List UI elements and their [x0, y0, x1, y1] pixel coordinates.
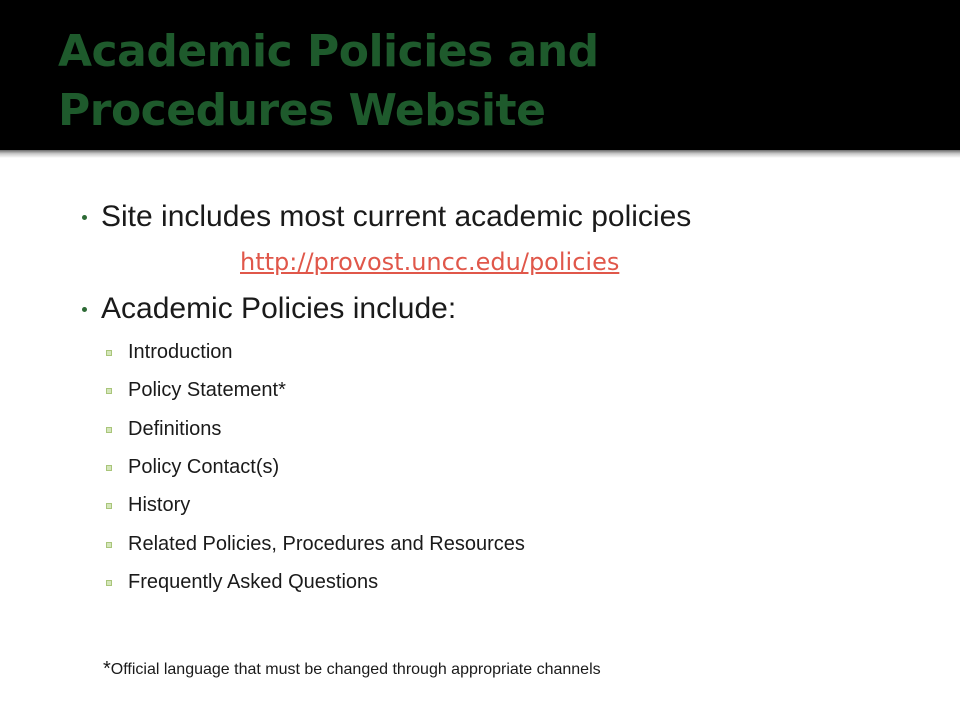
square-bullet-icon — [106, 580, 112, 586]
bullet-item-1 — [82, 200, 691, 234]
sub-item-text: Definitions — [128, 418, 222, 440]
square-bullet-icon — [106, 465, 112, 471]
square-bullet-icon — [106, 388, 112, 394]
square-bullet-icon — [106, 542, 112, 548]
sub-item-definitions — [106, 418, 221, 441]
footnote-text: Official language that must be changed through appropriate channels — [110, 661, 601, 678]
sub-item-text: Related Policies, Procedures and Resources — [128, 533, 525, 555]
sub-item-text: Introduction — [128, 341, 233, 363]
footnote — [103, 658, 601, 681]
slide-title-line-1: Academic Policies and — [58, 26, 599, 77]
sub-item-text: Policy Contact(s) — [128, 456, 280, 478]
sub-item-faq — [106, 571, 378, 594]
bullet-text: Site includes most current academic policies — [101, 200, 692, 233]
sub-item-text: History — [128, 494, 191, 516]
bullet-dot-icon — [82, 307, 87, 312]
sub-item-history — [106, 494, 190, 517]
bullet-item-2 — [82, 292, 456, 326]
sub-item-text: Frequently Asked Questions — [128, 571, 379, 593]
square-bullet-icon — [106, 350, 112, 356]
sub-item-policy-statement — [106, 379, 286, 402]
sub-item-related-policies — [106, 533, 525, 556]
sub-item-introduction — [106, 341, 233, 364]
sub-item-policy-contacts — [106, 456, 279, 479]
bullet-dot-icon — [82, 215, 87, 220]
policies-link[interactable]: http://provost.uncc.edu/policies — [240, 248, 620, 276]
square-bullet-icon — [106, 427, 112, 433]
square-bullet-icon — [106, 503, 112, 509]
footnote-star: * — [103, 658, 111, 680]
bullet-text: Academic Policies include: — [101, 292, 457, 325]
sub-item-text: Policy Statement* — [128, 379, 286, 401]
slide-title-line-2: Procedures Website — [58, 85, 546, 136]
